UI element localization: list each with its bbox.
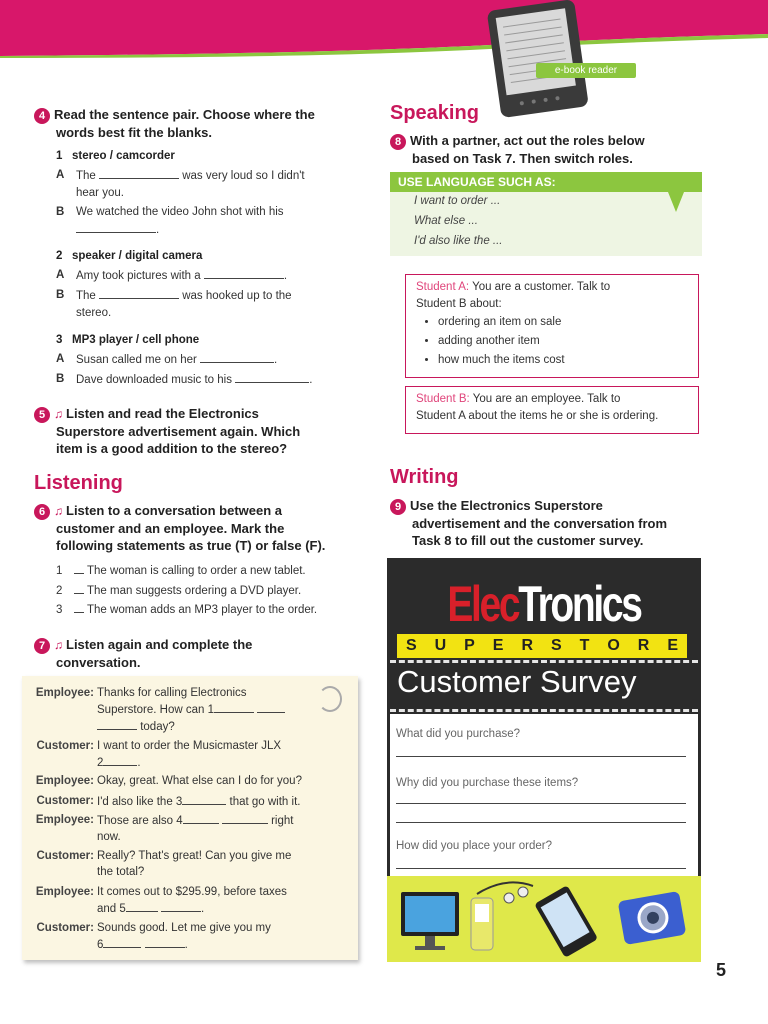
- role-item: • adding another item: [438, 333, 688, 350]
- tf-blank[interactable]: [74, 582, 84, 594]
- task-4-instructions: 4 Read the sentence pair. Choose where the words best fit the blanks.: [34, 106, 315, 141]
- answer-blank[interactable]: [200, 351, 274, 363]
- product-illustrations: [387, 876, 701, 962]
- role-item: • how much the items cost: [438, 352, 688, 369]
- survey-question: Why did you purchase these items?: [396, 777, 579, 789]
- speaking-heading: Speaking: [390, 102, 479, 124]
- survey-question: What did you purchase?: [396, 728, 521, 740]
- answer-blank[interactable]: [103, 754, 137, 766]
- use-language-label: USE LANGUAGE SUCH AS:: [390, 172, 702, 192]
- page-number: 5: [716, 960, 727, 980]
- answer-blank[interactable]: [103, 936, 141, 948]
- superstore-banner: S U P E R S T O R E: [397, 634, 687, 658]
- task-5-instructions: 5 ♫ Listen and read the Electronics Superstore advertisement again. Which item is a good addition to the stereo?: [34, 405, 300, 457]
- answer-blank[interactable]: [214, 701, 254, 713]
- task-7-number: 7: [34, 638, 50, 654]
- answer-blank[interactable]: [183, 812, 219, 824]
- survey-subtitle: Customer Survey: [397, 664, 637, 699]
- task-8-instructions: 8 With a partner, act out the roles below based on Task 7. Then switch roles.: [390, 132, 645, 167]
- answer-blank[interactable]: [222, 812, 268, 824]
- task-9-number: 9: [390, 499, 406, 515]
- sentence-pair-2: 2 speaker / digital camera A Amy took pictures with a . B The was hooked up to the stereo.: [56, 250, 292, 319]
- ebook-reader-tag: e-book reader: [536, 63, 636, 78]
- language-phrase: I'd also like the ...: [414, 235, 503, 247]
- answer-blank[interactable]: [76, 221, 156, 233]
- headphones-icon: ♫: [54, 638, 63, 652]
- divider: [390, 660, 698, 663]
- sentence-pair-1: 1 stereo / camcorder A The was very loud so I didn't hear you. B We watched the video John shot with his .: [56, 150, 305, 236]
- language-phrase: I want to order ...: [414, 195, 501, 207]
- earphones-icon: [504, 887, 528, 903]
- statement-3: 3 The woman adds an MP3 player to the order.: [56, 601, 317, 616]
- electronics-logo: ElecTronics: [447, 576, 641, 632]
- listening-heading: Listening: [34, 472, 123, 494]
- language-phrase: What else ...: [414, 215, 478, 227]
- camera-icon: [618, 891, 687, 945]
- task-6-instructions: 6 ♫ Listen to a conversation between a customer and an employee. Mark the following statements as true (T) or false (F).: [34, 502, 325, 554]
- answer-line[interactable]: [396, 756, 686, 757]
- top-banner: [0, 0, 768, 58]
- survey-question: How did you place your order?: [396, 840, 552, 852]
- writing-heading: Writing: [390, 466, 459, 488]
- task-7-instructions: 7 ♫ Listen again and complete the conversation.: [34, 636, 252, 671]
- answer-line[interactable]: [396, 822, 686, 823]
- task-9-instructions: 9 Use the Electronics Superstore advertisement and the conversation from Task 8 to fill out the customer survey.: [390, 497, 667, 549]
- student-a-card: Student A: You are a customer. Talk to Student B about: • ordering an item on sale • adding another item • how much the items cost: [405, 274, 699, 378]
- role-item: • ordering an item on sale: [438, 314, 688, 331]
- task-4-number: 4: [34, 108, 50, 124]
- student-b-card: Student B: You are an employee. Talk to Student A about the items he or she is ordering.: [405, 386, 699, 434]
- smartphone-icon: [534, 885, 598, 958]
- sentence-pair-3: 3 MP3 player / cell phone A Susan called me on her . B Dave downloaded music to his .: [56, 334, 313, 386]
- headphones-icon: ♫: [54, 504, 63, 518]
- tf-blank[interactable]: [74, 601, 84, 613]
- statement-2: 2 The man suggests ordering a DVD player.: [56, 582, 301, 597]
- answer-line[interactable]: [396, 868, 686, 869]
- answer-blank[interactable]: [204, 267, 284, 279]
- headphones-icon: ♫: [54, 407, 63, 421]
- answer-blank[interactable]: [99, 167, 179, 179]
- task-5-number: 5: [34, 407, 50, 423]
- answer-blank[interactable]: [161, 900, 201, 912]
- task-6-number: 6: [34, 504, 50, 520]
- answer-blank[interactable]: [235, 371, 309, 383]
- answer-blank[interactable]: [145, 936, 185, 948]
- answer-blank[interactable]: [99, 287, 179, 299]
- tf-blank[interactable]: [74, 562, 84, 574]
- ebook-reader-image: [486, 0, 598, 120]
- answer-blank[interactable]: [126, 900, 158, 912]
- divider: [390, 709, 698, 712]
- monitor-icon: [401, 892, 459, 950]
- statement-1: 1 The woman is calling to order a new tablet.: [56, 562, 306, 577]
- task-8-number: 8: [390, 134, 406, 150]
- answer-blank[interactable]: [97, 718, 137, 730]
- answer-line[interactable]: [396, 803, 686, 804]
- language-arrow-icon: [668, 192, 684, 212]
- answer-blank[interactable]: [257, 701, 285, 713]
- answer-blank[interactable]: [182, 793, 226, 805]
